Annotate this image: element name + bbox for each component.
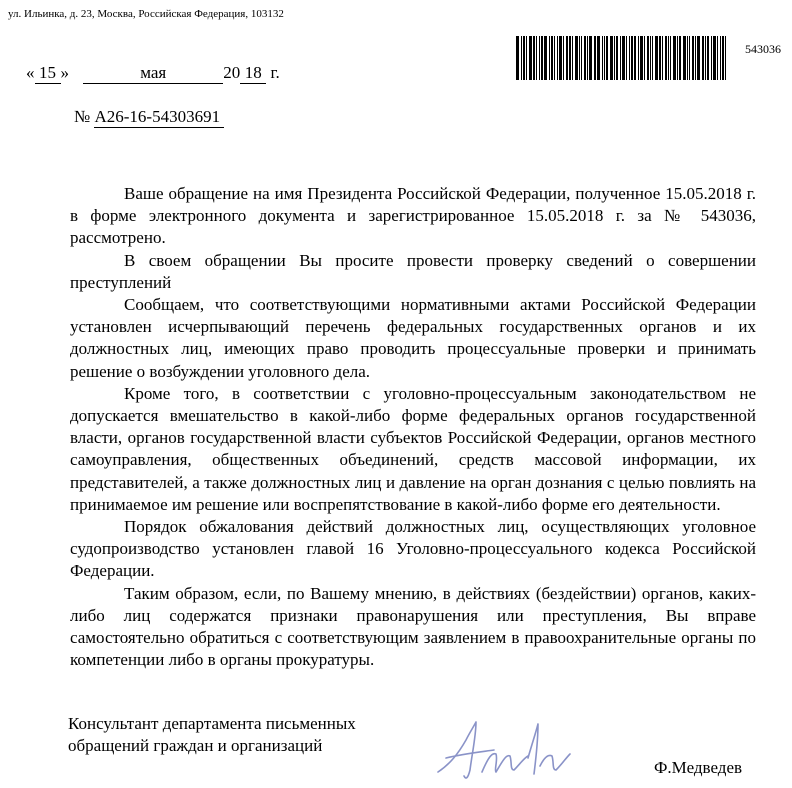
paragraph: Порядок обжалования действий должностных лиц, осуществляющих уголовное судопроизводство установлен главой 16 Уголовно-процессуального кодекса Российской Федерации. [70,517,756,581]
sender-address: ул. Ильинка, д. 23, Москва, Российская Федерация, 103132 [8,8,284,20]
barcode-number: 543036 [745,42,781,56]
letter-body [70,183,756,671]
barcode [516,36,728,80]
date-close-quote: » [60,63,69,82]
number-sign: № [74,107,91,126]
paragraph: Ваше обращение на имя Президента Российской Федерации, полученное 15.05.2018 г. в форме электронного документа и зарегистрированное 15.05.2018 г. за № 543036, рассмотрено. [70,184,756,248]
date-year-prefix: 20 [223,63,241,82]
signer-position: Консультант департамента письменных обращений граждан и организаций [68,714,356,755]
paragraph: Таким образом, если, по Вашему мнению, в действиях (бездействии) органов, каких-либо лиц содержатся признаки правонарушения или преступления, Вы вправе самостоятельно обратиться с соответствующим заявлением в правоохранительные органы по компетенции либо в органы прокуратуры. [70,583,756,670]
document-date [26,63,280,84]
paragraph: В своем обращении Вы просите провести проверку сведений о совершении преступлений [70,250,756,292]
paragraph: Сообщаем, что соответствующими нормативными актами Российской Федерации установлен исчерпывающий перечень федеральных государственных органов и их должностных лиц, имеющих право проводить процессуальные проверки и принимать решение о возбуждении уголовного дела. [70,295,756,381]
handwritten-signature [432,714,582,786]
registration-number [74,107,224,128]
registration-number-value: А26-16-54303691 [94,107,224,128]
paragraph: Кроме того, в соответствии с уголовно-процессуальным законодательством не допускается вмешательство в какой-либо форме федеральных органов государственной власти, органов государственной власти субъектов Российской Федерации, органов местного самоуправления, общественных объединений, средств массовой информации, их представителей, а также должностных лиц и давление на орган дознания с целью повлиять на принимаемое им решение или воспрепятствование в какой-либо форме его деятельности. [70,383,756,514]
date-open-quote: « [26,63,35,82]
date-year-suffix: 18 [240,63,266,84]
date-day: 15 [35,63,61,84]
date-year-abbr: г. [270,63,280,82]
signer-name: Ф.Медведев [654,758,743,777]
date-month: мая [83,63,223,84]
